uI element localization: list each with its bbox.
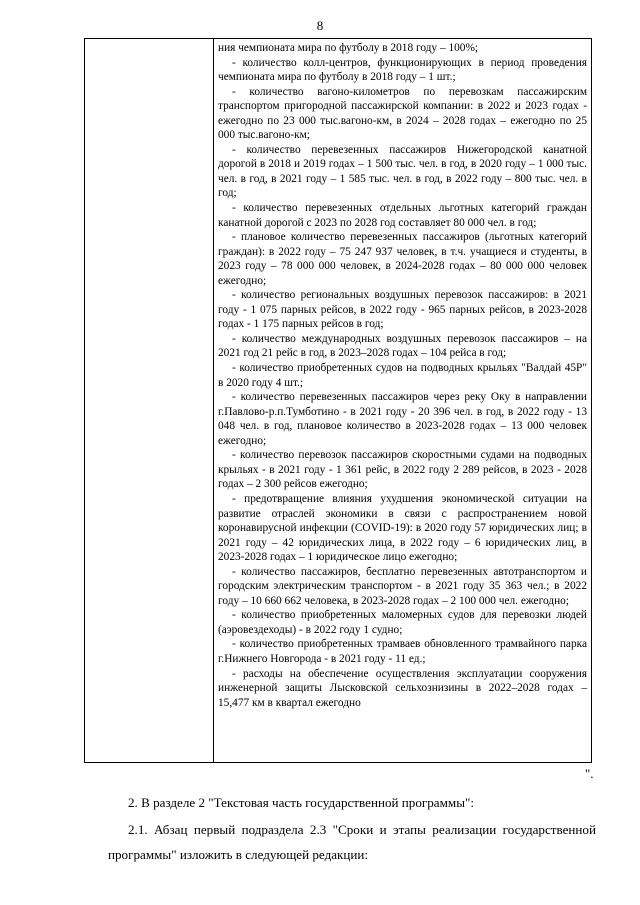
closing-quote: ". [585,766,594,781]
table-cell-line: - количество колл-центров, функционирующих в период проведения чемпионата мира по футболу в 2018 году – 1 шт.; [218,56,587,84]
table-cell-line: - расходы на обеспечение осуществления эксплуатации сооружения инженерной защиты Лысковской сельхознизины в 2022–2028 годах – 15,477 км в квартал ежегодно [218,667,587,709]
table-cell-line: - количество международных воздушных перевозок пассажиров – на 2021 год 21 рейс в год, в 2023–2028 годах – 104 рейса в год; [218,332,587,360]
table-cell-line: - количество перевезенных пассажиров Нижегородской канатной дорогой в 2018 и 2019 годах – 1 500 тыс. чел. в год, в 2020 году – 1 000 тыс. чел. в год, в 2021 году – 1 585 тыс. чел. в год, в 2022 году – 800 тыс. чел. в год; [218,143,587,200]
table-cell-line: - предотвращение влияния ухудшения экономической ситуации на развитие отраслей экономики в связи с распространением новой коронавирусной инфекции (COVID-19): в 2020 году 57 юридических лиц; в 2021 году – 42 юридических лица, в 2022 году – 6 юридических лиц, в 2023-2028 годах – 1 юридическое лицо ежегодно; [218,492,587,564]
paragraph-section-2: 2. В разделе 2 "Текстовая часть государственной программы": [128,795,474,810]
table-cell-line: - количество перевезенных отдельных льготных категорий граждан канатной дорогой с 2023 по 2028 год составляет 80 000 чел. в год; [218,202,587,229]
table-cell-line: - количество перевозок пассажиров скоростными судами на подводных крыльях - в 2021 году - 1 361 рейс, в 2022 году 2 289 рейсов, в 2023 - 2028 годах – 2 300 рейсов ежегодно; [218,449,587,491]
indicators-table [84,38,592,763]
table-cell-line: - количество региональных воздушных перевозок пассажиров: в 2021 году - 1 075 парных рейсов, в 2022 году - 965 парных рейсов, в 2023-2028 годах - 1 175 парных рейсов в год; [218,289,587,331]
table-cell-line: - количество вагоно-километров по перевозкам пассажирским транспортом пригородной пассажирской компании: в 2022 и 2023 годах - ежегодно по 23 000 тыс.вагоно-км, в 2024 – 2028 годах – ежегодно по 25 000 тыс.вагоно-км; [218,85,587,142]
table-cell-line: - количество приобретенных маломерных судов для перевозки людей (аэровездеходы) - в 2022 году 1 судно; [218,609,587,636]
table-cell-line: - количество приобретенных судов на подводных крыльях "Валдай 45Р" в 2020 году 4 шт.; [218,362,587,389]
table-cell-line: - количество перевезенных пассажиров через реку Оку в направлении г.Павлово-р.п.Тумботино - в 2021 году - 20 396 чел. в год, в 2022 году - 13 048 чел. в год, плановое количество в 2023-2028 годах – 13 000 человек ежегодно; [218,391,587,447]
table-cell-line: ния чемпионата мира по футболу в 2018 году – 100%; [218,42,479,54]
table-cell-indicators [218,41,587,710]
page-number: 8 [316,18,324,33]
table-cell-line: - количество пассажиров, бесплатно перевезенных автотранспортом и городским электрическим транспортом - в 2021 году 35 363 чел.; в 2022 году – 10 660 662 человека, в 2023-2028 годах – 2 100 000 чел. ежегодно; [218,565,587,607]
table-cell-line: - плановое количество перевезенных пассажиров (льготных категорий граждан): в 2022 году – 75 247 937 человек, в т.ч. учащиеся и студенты, в 2023 году – 78 000 000 человек, в 2024-2028 годах – 80 000 000 человек ежегодно; [218,231,587,287]
table-column-divider [213,39,214,762]
paragraph-subsection-2-1: 2.1. Абзац первый подраздела 2.3 "Сроки и этапы реализации государственной программы" изложить в следующей редакции: [108,822,596,862]
table-cell-line: - количество приобретенных трамваев обновленного трамвайного парка г.Нижнего Новгорода - в 2021 году - 11 ед.; [218,638,587,665]
